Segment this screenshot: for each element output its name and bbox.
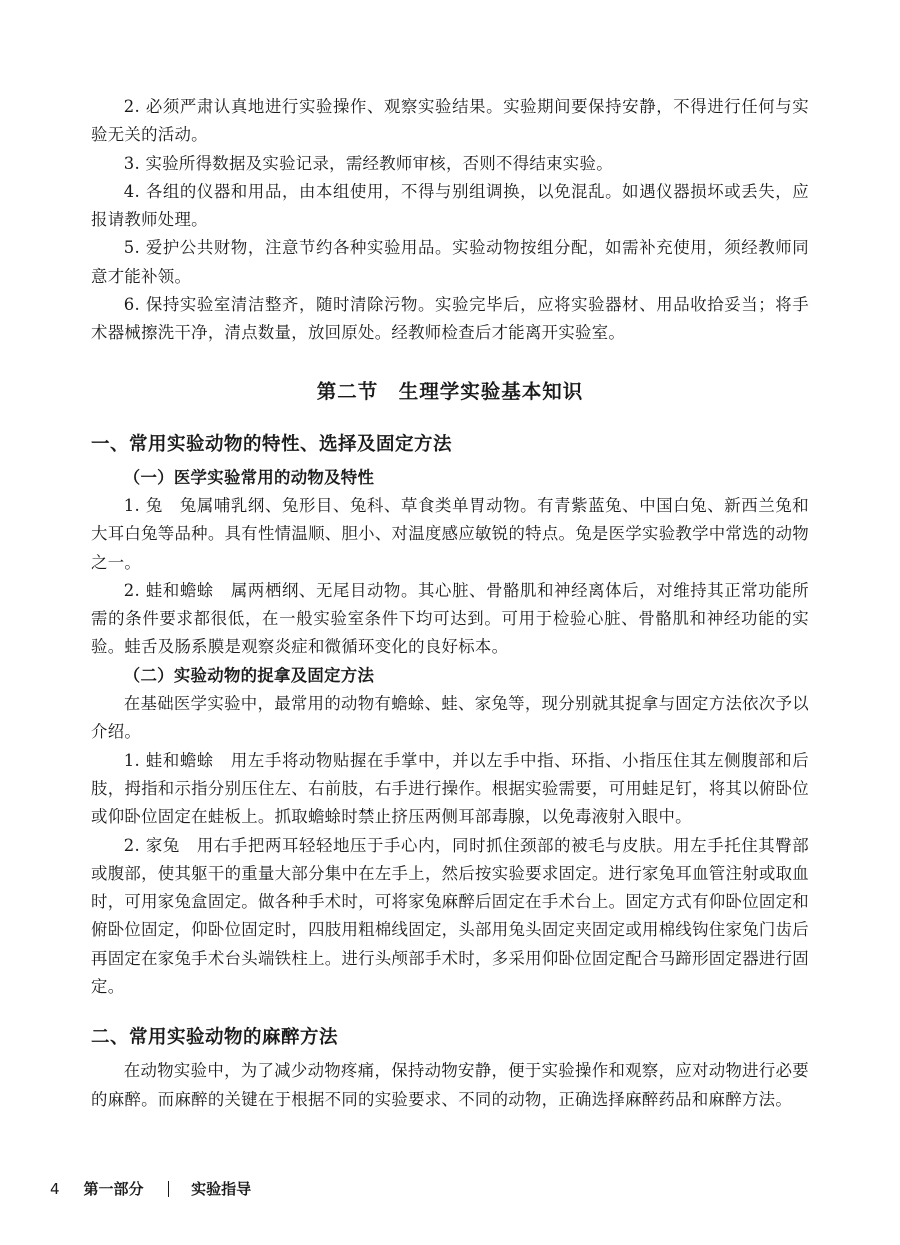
para-handling-intro: 在基础医学实验中，最常用的动物有蟾蜍、蛙、家兔等，现分别就其捉拿与固定方法依次予以介绍。 bbox=[91, 694, 809, 742]
para-handling-rabbit: 2. 家兔 用右手把两耳轻轻地压于手心内，同时抓住颈部的被毛与皮肤。用左手托住其臀部或腹部，使其躯干的重量大部分集中在左手上，然后按实验要求固定。进行家兔耳血管注射或取血时，可用家兔盒固定。做各种手术时，可将家兔麻醉后固定在手术台上。固定方式有仰卧位固定和俯卧位固定，仰卧位固定时，四肢用粗棉线固定，头部用兔头固定夹固定或用棉线钩住家兔门齿后再固定在家兔手术台头端铁柱上。进行头颅部手术时，多采用仰卧位固定配合马蹄形固定器进行固定。 bbox=[91, 835, 809, 997]
page-body bbox=[91, 93, 809, 1114]
para-anesthesia: 在动物实验中，为了减少动物疼痛，保持动物安静，便于实验操作和观察，应对动物进行必要的麻醉。而麻醉的关键在于根据不同的实验要求、不同的动物，正确选择麻醉药品和麻醉方法。 bbox=[91, 1061, 809, 1109]
para-rabbit: 1. 兔 兔属哺乳纲、兔形目、兔科、草食类单胃动物。有青紫蓝兔、中国白兔、新西兰兔和大耳白兔等品种。具有性情温顺、胆小、对温度感应敏锐的特点。兔是医学实验教学中常选的动物之一。 bbox=[91, 495, 809, 572]
rule-5: 5. 爱护公共财物，注意节约各种实验用品。实验动物按组分配，如需补充使用，须经教师同意才能补领。 bbox=[91, 238, 809, 286]
page-number: 4 bbox=[50, 1179, 60, 1198]
para-frog-toad: 2. 蛙和蟾蜍 属两栖纲、无尾目动物。其心脏、骨骼肌和神经离体后，对维持其正常功能所需的条件要求都很低，在一般实验室条件下均可达到。可用于检验心脏、骨骼肌和神经功能的实验。蛙舌及肠系膜是观察炎症和微循环变化的良好标本。 bbox=[91, 580, 809, 657]
rule-4: 4. 各组的仪器和用品，由本组使用，不得与别组调换，以免混乱。如遇仪器损坏或丢失，应报请教师处理。 bbox=[91, 181, 809, 230]
page-footer bbox=[50, 1178, 251, 1199]
rule-2: 2. 必须严肃认真地进行实验操作、观察实验结果。实验期间要保持安静，不得进行任何与实验无关的活动。 bbox=[91, 97, 809, 145]
para-handling-frog: 1. 蛙和蟾蜍 用左手将动物贴握在手掌中，并以左手中指、环指、小指压住其左侧腹部和后肢，拇指和示指分别压住左、右前肢，右手进行操作。根据实验需要，可用蛙足钉，将其以俯卧位或仰卧位固定在蛙板上。抓取蟾蜍时禁止挤压两侧耳部毒腺，以免毒液射入眼中。 bbox=[91, 750, 809, 827]
footer-divider bbox=[168, 1181, 170, 1197]
heading-part1-sub1: （一）医学实验常用的动物及特性 bbox=[123, 467, 375, 487]
rule-3: 3. 实验所得数据及实验记录，需经教师审核，否则不得结束实验。 bbox=[123, 153, 613, 173]
heading-part1-sub2: （二）实验动物的捉拿及固定方法 bbox=[123, 665, 375, 685]
section-title: 第二节 生理学实验基本知识 bbox=[316, 379, 584, 403]
footer-title: 实验指导 bbox=[191, 1180, 252, 1198]
heading-part1: 一、常用实验动物的特性、选择及固定方法 bbox=[91, 433, 453, 455]
heading-part2: 二、常用实验动物的麻醉方法 bbox=[91, 1027, 339, 1049]
rule-6: 6. 保持实验室清洁整齐，随时清除污物。实验完毕后，应将实验器材、用品收拾妥当；将手术器械擦洗干净，清点数量，放回原处。经教师检查后才能离开实验室。 bbox=[91, 295, 809, 343]
footer-part: 第一部分 bbox=[83, 1180, 144, 1198]
